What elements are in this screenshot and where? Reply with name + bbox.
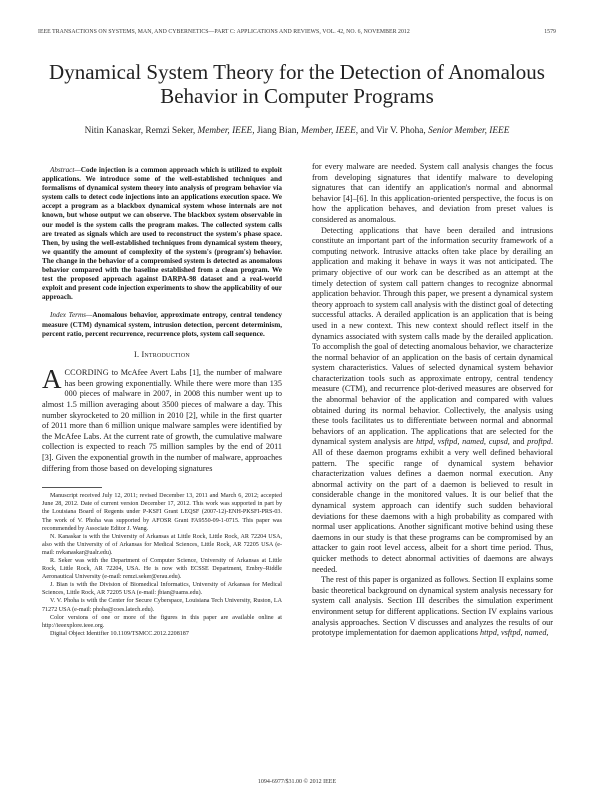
daemon-list: httpd, vsftpd, named, cupsd, <box>416 437 510 447</box>
intro-paragraph <box>42 364 282 474</box>
author-3: and Vir V. Phoha, <box>360 126 426 136</box>
footnote-author-1: N. Kanaskar is with the University of Arkansas at Little Rock, Little Rock, AR 72204 USA, also with the University of of Arkansas for Medical Sciences, Little Rock, AR 72205 USA (e-mail: nvkanaskar@ualr.edu). <box>42 533 282 556</box>
author-1-role: Member, IEEE, <box>197 126 255 136</box>
right-paragraph-1: for every malware are needed. System call analysis changes the focus from developing signatures that identify malware to developing signatures that can identify an application's normal and abnormal behavior [4]–[6]. In this application-oriented perspective, the focus is on how the application behaves, and deviation from preset values is considered as anomalous. <box>312 162 553 224</box>
index-terms <box>42 311 282 338</box>
footnote-author-3: J. Bian is with the Division of Biomedical Informatics, University of Arkansas for Medical Sciences, Little Rock, AR 72205 USA (e-mail: jbian@uams.edu). <box>42 582 282 597</box>
section-heading-introduction: I. Introduction <box>134 349 190 359</box>
intro-text: to McAfee Avert Labs [1], the number of malware has been growing exponentially. While there were more than 135 000 pieces of malware in 2007, in 2008 this number went up to almost 1.5 million averaging about 3500 pieces of malware a day. This number skyrocketed to 20 million in 2010 [2], while in the first quarter of 2011 more than 6 million unique malware samples were identified by the McAfee Labs. At the current rate of growth, the cumulative malware collection is expected to reach 75 million samples by the end of 2011 [3]. Given the exponential growth in the number of malware, approaches differing from those based on developing signatures <box>42 368 282 473</box>
journal-header: IEEE TRANSACTIONS ON SYSTEMS, MAN, AND CYBERNETICS—PART C: APPLICATIONS AND REVIEWS, VOL. 42, NO. 6, NOVEMBER 2012 <box>38 29 410 35</box>
author-1: Nitin Kanaskar, Remzi Seker, <box>84 126 196 136</box>
author-3-role: Senior Member, IEEE <box>428 126 510 136</box>
right-paragraph-2 <box>312 226 553 576</box>
author-2: Jiang Bian, <box>256 126 299 136</box>
daemon-list-2: httpd, vsftpd, named, <box>480 628 549 638</box>
author-2-role: Member, IEEE, <box>301 126 359 136</box>
footnote-manuscript: Manuscript received July 12, 2011; revised December 13, 2011 and March 6, 2012; accepted June 28, 2012. Date of current version December 17, 2012. This work was supported in part by the Louisiana Board of Regents under P-KSFI Grant LEQSF (2007-12)-ENH-PKSFI-PRS-03. The work of V. Phoha was supported by AFOSR Grant FA9550-09-1-0715. This paper was recommended by Associate Editor J. Wang. <box>42 493 282 532</box>
author-list <box>36 126 558 136</box>
intro-first-word: CCORDING <box>64 368 109 378</box>
abstract-text: Code injection is a common approach which is utilized to exploit applications. We introduce some of the well-established techniques and formalisms of dynamical system theory into analysis of program behavior via system calls to detect code injections into an applications execution space. We accept a program as a blackbox dynamical system whose internals are not known, but whose output we can observe. The blackbox system observable in our model is the system calls the program makes. The collected system calls are treated as signals which are used to reconstruct the system's phase space. Then, by using the well-established techniques from dynamical system theory, we quantify the amount of complexity of the system's (program's) behavior. The change in the behavior of a compromised system is detected as anomalous behavior compared with the baseline established from a clean program. We test the proposed approach against DARPA-98 dataset and a real-world exploit and present code injection experiments to show the applicability of our approach. <box>42 166 282 302</box>
right-column <box>312 162 553 639</box>
footnote-author-2: R. Seker was with the Department of Computer Science, University of Arkansas at Little Rock, Little Rock, AR 72204, USA. He is now with ECSSE Department, Embry–Riddle Aeronautical University (e-mail: remzi.seker@erau.edu). <box>42 557 282 581</box>
daemon-last: proftpd <box>527 437 551 447</box>
footnote-doi: Digital Object Identifier 10.1109/TSMCC.2012.2208187 <box>50 630 189 637</box>
right-paragraph-3-text: The rest of this paper is organized as follows. Section II explains some basic theoretical background on dynamical system analysis necessary for system call analysis. Section III describes the simulation experiment environment setup for different applications. Section IV explains various analysis approaches. Section V discusses and analyzes the results of our prototype implementation for daemon applications <box>312 575 553 638</box>
abstract-lead: Abstract— <box>50 166 81 174</box>
abstract <box>42 166 282 302</box>
copyright-line: 1094-6977/$31.00 © 2012 IEEE <box>257 779 337 785</box>
drop-cap: A <box>42 364 62 395</box>
right-paragraph-2-rest: . All of these daemon programs exhibit a very well defined behavioral pattern. The specific range of dynamical system behavior characterization values defines a daemon normal execution. Any abnormal activity on the part of a daemon is believed to result in considerable change in the monitored values. It is our belief that the dynamical system approach can identify such sudden behavioral deviations for these daemons with a high probability as compared with normal user applications. Another significant motive behind using these daemons in our study is that these programs can be compromised by an attacker to gain root level access, albeit for a short time period. Thus, quicker methods to detect abnormal activities of daemons are always needed. <box>312 437 554 574</box>
footnote-color-figures: Color versions of one or more of the figures in this paper are available online at http://ieeexplore.ieee.org. <box>42 614 282 629</box>
right-paragraph-2-text: Detecting applications that have been derailed and intrusions constitute an important part of the information security framework of a computing network. Intrusive attacks often take place by derailing an application and making it behave in ways it was not anticipated. The primary objective of our work can be described as an attempt at the timely detection of system call pattern changes to recognize abnormal application behavior. Through this paper, we present a dynamical system theory approach to system call analysis with the distinct goal of detecting successful attacks. A derailed application is an application that is being used in a new context. This new context should reflect itself in the dynamics associated with system calls made by the derailed application. To accomplish the goal of detecting anomalous behavior, we characterize the normal behavior of an application on the basis of certain dynamical system characteristics. Values of selected dynamical system behavior characterization tools such as approximate entropy, central tendency measure (CTM), and recurrence plot-derived measures are observed for the abnormal behavior of the application and compared with values obtained during its normal behavior. Collectively, the analysis using these tools facilitates us to differentiate between normal and abnormal behaviors of an application. The applications that are selected for the dynamical system analysis are <box>312 225 553 447</box>
right-paragraph-3 <box>312 575 553 639</box>
footnote-divider <box>42 487 102 488</box>
running-head <box>38 29 556 39</box>
paper-title: Dynamical System Theory for the Detection of Anomalous Behavior in Computer Programs <box>49 60 545 108</box>
index-terms-text: Anomalous behavior, approximate entropy, central tendency measure (CTM) dynamical system, intrusion detection, percent determinism, percent ratio, percent recurrence, recurrence plots, system call sequence. <box>42 311 282 338</box>
index-terms-lead: Index Terms— <box>50 311 93 320</box>
footnote-author-4: V. V. Phoha is with the Center for Secure Cyberspace, Louisiana Tech University, Ruston, LA 71272 USA (e-mail: phoha@coes.latech.edu). <box>42 598 282 613</box>
page-number: 1579 <box>544 29 556 35</box>
left-column <box>42 166 282 638</box>
daemon-and: and <box>509 437 528 447</box>
